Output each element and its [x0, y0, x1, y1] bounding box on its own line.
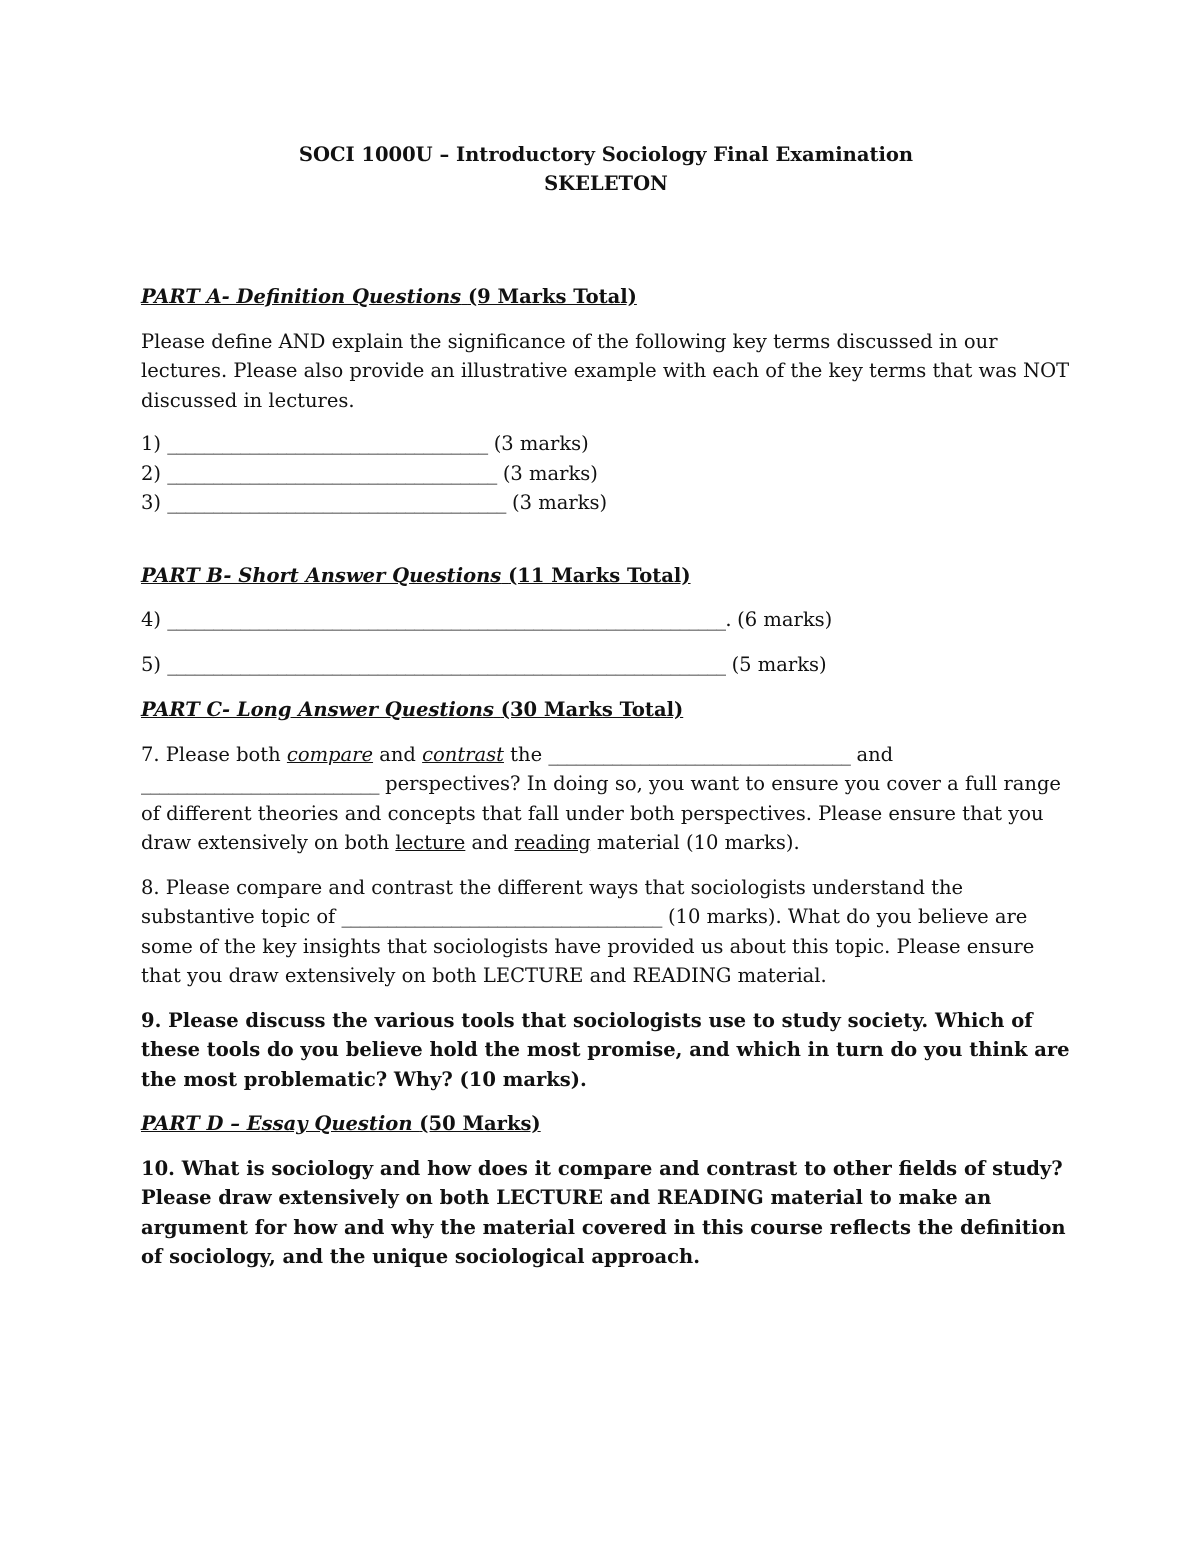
q7-text: and [471, 831, 509, 854]
q7-contrast: contrast [422, 742, 504, 766]
question-10: 10. What is sociology and how does it compare and contrast to other fields of study? Please draw extensively on both LECTURE and READING material to make an argument for how and why the material covered in this course reflects the definition of sociology, and the unique sociological approach. [141, 1156, 1066, 1268]
question-7 [141, 740, 1071, 858]
answer-blank: ____________________________________ [167, 461, 497, 485]
exam-document [141, 140, 1071, 1272]
part-a-instructions: Please define AND explain the significance of the following key terms discussed in our lectures. Please also provide an illustrative example with each of the key terms that was NOT discussed in lectures. [141, 329, 1070, 412]
q7-text: the [510, 742, 543, 766]
part-b-heading-label: PART B- Short Answer Questions [141, 563, 502, 587]
part-d-heading-marks: (50 Marks) [419, 1112, 541, 1135]
answer-blank: _____________________________________ [167, 491, 506, 514]
q7-compare: compare [286, 742, 374, 766]
part-b-heading-marks: (11 Marks Total) [508, 563, 691, 587]
q7-text: material (10 marks). [596, 831, 800, 854]
part-c-heading [141, 695, 1071, 725]
part-b-item-5 [141, 650, 1071, 680]
item-number: 4) [141, 608, 162, 631]
answer-blank: ___________________________________ [341, 905, 662, 928]
q7-lecture: lecture [395, 831, 466, 854]
q8-text: (10 marks). What do you believe are some of the key insights that sociologists have provided us about this topic. Please ensure that you draw extensively on both LECTURE and READING material. [141, 905, 1035, 987]
part-a-item-3 [141, 488, 1071, 518]
item-number: 1) [141, 432, 162, 455]
part-b-heading [141, 561, 1071, 591]
q7-text: perspectives? In doing so, you want to ensure you cover a full range of different theories and concepts that fall under both perspectives. Please ensure that you draw extensively on both [141, 772, 1061, 854]
part-a-heading-marks: (9 Marks Total) [467, 285, 637, 308]
q7-text: and [379, 742, 416, 766]
document-title: SOCI 1000U – Introductory Sociology Final Examination [298, 143, 914, 166]
answer-blank: _____________________________________________________________. [167, 608, 731, 631]
part-a-heading [141, 282, 1071, 312]
document-subtitle: SKELETON [544, 172, 668, 195]
q7-text: and [856, 742, 894, 766]
part-b-item-4 [141, 605, 1071, 635]
answer-blank: _________________________________ [548, 742, 851, 766]
part-d-heading-label: PART D – Essay Question [141, 1112, 413, 1135]
item-marks: (3 marks) [502, 461, 598, 485]
q7-text: 7. Please both [141, 742, 281, 766]
item-number: 2) [141, 461, 162, 485]
part-a-item-1 [141, 429, 1071, 459]
question-9: 9. Please discuss the various tools that sociologists use to study society. Which of these tools do you believe hold the most promise, and which in turn do you think are the most problematic? Why? (10 marks). [141, 1008, 1070, 1091]
part-d-heading [141, 1109, 1071, 1139]
item-marks: (6 marks) [737, 608, 833, 631]
part-a-item-2 [141, 459, 1071, 489]
part-a-heading-label: PART A- Definition Questions [141, 285, 462, 308]
item-number: 3) [141, 491, 162, 514]
q7-reading: reading [514, 831, 591, 854]
part-c-heading-marks: (30 Marks Total) [500, 698, 684, 721]
question-8 [141, 873, 1071, 991]
answer-blank: ___________________________________ [167, 432, 488, 455]
item-marks: (5 marks) [731, 652, 827, 676]
item-marks: (3 marks) [511, 491, 608, 514]
q8-text: 8. Please compare and contrast the different ways that sociologists understand the substantive topic of [141, 875, 964, 928]
answer-blank: __________________________ [141, 772, 379, 795]
item-marks: (3 marks) [493, 432, 589, 455]
part-c-heading-label: PART C- Long Answer Questions [141, 698, 494, 721]
item-number: 5) [141, 652, 162, 676]
answer-blank: _____________________________________________________________ [167, 652, 726, 676]
part-a-items [141, 429, 1071, 518]
